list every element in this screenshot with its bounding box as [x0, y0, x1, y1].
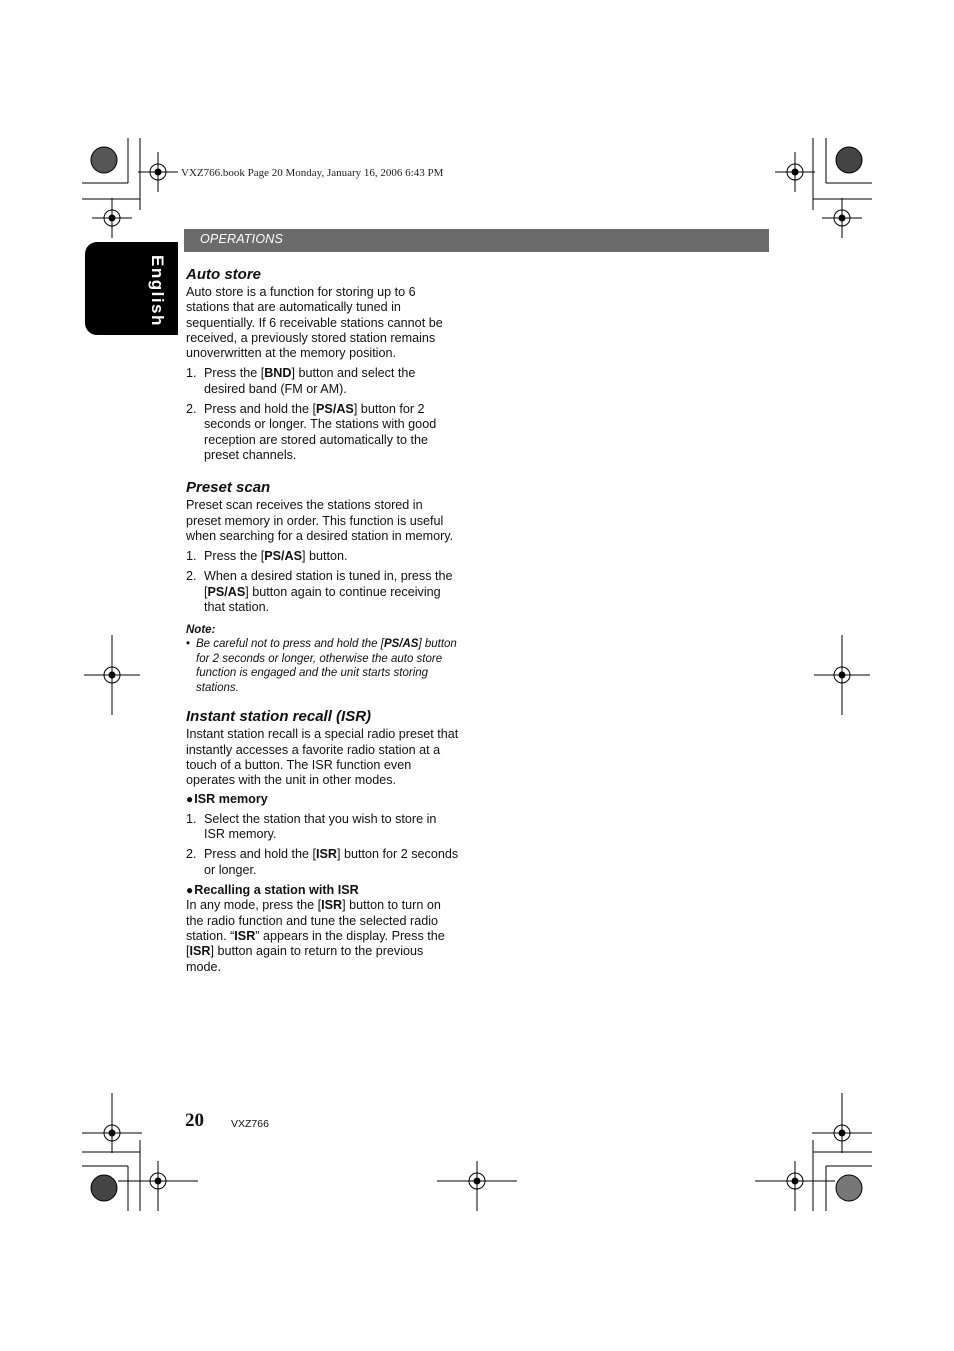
- auto-store-intro: Auto store is a function for storing up to 6 stations that are automatically tuned in sequentially. If 6 receivable stations cannot be received, a previously stored station remains unoverwritten at the memory position.: [186, 285, 443, 361]
- language-tab-label: English: [148, 255, 167, 327]
- isr-memory-steps: [186, 812, 460, 878]
- list-item: 2. When a desired station is tuned in, press the [PS/AS] button again to continue receiving that station.: [186, 569, 453, 615]
- section-header-bar: [184, 229, 769, 252]
- auto-store-steps: [186, 366, 460, 463]
- list-item: 1. Press the [BND] button and select the desired band (FM or AM).: [186, 366, 416, 396]
- bullet-icon: ●: [186, 883, 194, 898]
- list-item: 1. Press the [PS/AS] button.: [186, 549, 348, 564]
- heading-auto-store: Auto store: [186, 266, 261, 283]
- list-item: 2. Press and hold the [PS/AS] button for 2 seconds or longer. The stations with good reception are stored automatically to the preset channels.: [186, 402, 437, 462]
- isr-recall-heading: ●Recalling a station with ISR: [186, 883, 359, 898]
- content-column: [186, 265, 460, 975]
- note-item: • Be careful not to press and hold the [PS/AS] button for 2 seconds or longer, otherwise the auto store function is engaged and the unit starts storing stations.: [186, 638, 457, 694]
- preset-scan-steps: [186, 549, 460, 615]
- page-number: 20: [185, 1110, 204, 1131]
- bullet-icon: ●: [186, 791, 194, 806]
- section-label: OPERATIONS: [200, 232, 284, 246]
- isr-memory-heading: ●ISR memory: [186, 791, 268, 806]
- heading-preset-scan: Preset scan: [186, 479, 271, 497]
- list-item: 2. Press and hold the [ISR] button for 2 seconds or longer.: [186, 847, 459, 877]
- heading-isr: Instant station recall (ISR): [186, 708, 372, 726]
- isr-intro: Instant station recall is a special radio preset that instantly accesses a favorite radio station at a touch of a button. The ISR function even operates with the unit in other modes.: [186, 727, 459, 788]
- model-name: VXZ766: [231, 1118, 269, 1130]
- preset-scan-intro: Preset scan receives the stations stored in preset memory in order. This function is useful when searching for a desired station in memory.: [186, 498, 454, 543]
- list-item: 1. Select the station that you wish to store in ISR memory.: [186, 811, 437, 842]
- print-info: VXZ766.book Page 20 Monday, January 16, 2006 6:43 PM: [181, 167, 444, 179]
- isr-recall-text: In any mode, press the [ISR] button to turn on the radio function and tune the selected radio station. “ISR” appears in the display. Press the [ISR] button again to return to the previous mode.: [186, 898, 445, 974]
- note-title: Note:: [186, 624, 216, 637]
